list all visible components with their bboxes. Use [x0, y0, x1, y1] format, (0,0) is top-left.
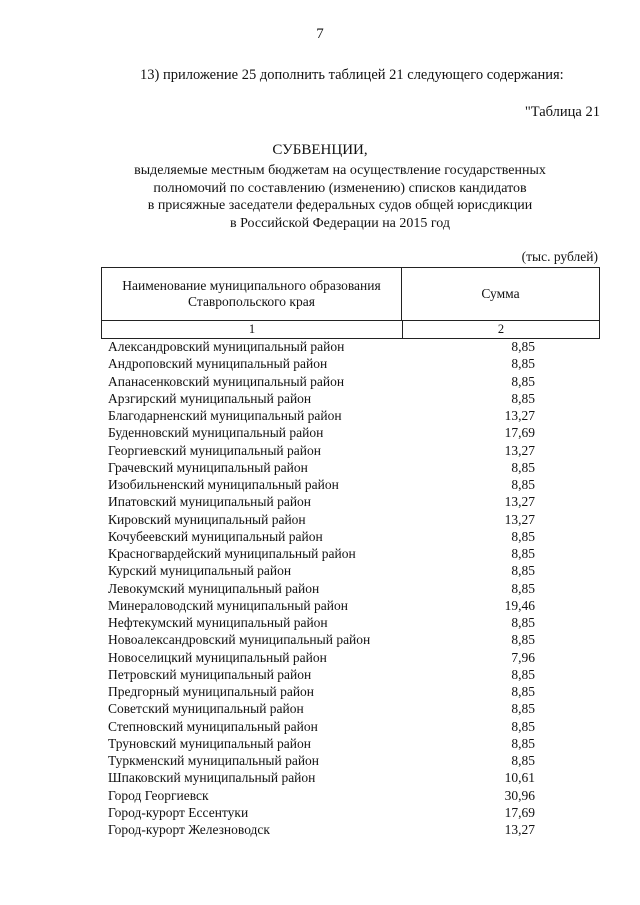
municipality-name: Предгорный муниципальный район: [108, 684, 315, 699]
municipality-name: Арзгирский муниципальный район: [108, 390, 312, 406]
municipality-name: Новоселицкий муниципальный район: [108, 649, 327, 665]
subvention-amount: 8,85: [511, 373, 535, 389]
table-row: [108, 373, 600, 390]
municipality-name: Александровский муниципальный район: [108, 339, 345, 354]
table-row: [108, 459, 600, 476]
table-row: [108, 735, 600, 752]
municipality-name: Кировский муниципальный район: [108, 511, 306, 527]
table-caption: "Таблица 21: [524, 104, 600, 120]
page-number: 7: [316, 26, 324, 42]
subvention-amount: 30,96: [504, 787, 535, 803]
subvention-amount: 13,27: [504, 442, 535, 458]
municipality-name: Ипатовский муниципальный район: [108, 494, 312, 510]
subvention-amount: 8,85: [511, 718, 535, 734]
municipality-name: Буденновский муниципальный район: [108, 425, 324, 441]
heading-title: СУБВЕНЦИИ,: [272, 142, 368, 158]
table-row: [108, 787, 600, 804]
municipality-name: Труновский муниципальный район: [108, 735, 311, 751]
subvention-amount: 8,85: [511, 684, 535, 699]
subvention-amount: 8,85: [511, 615, 535, 630]
column-number-1: 1: [102, 321, 403, 338]
heading-line: в Российской Федерации на 2015 год: [229, 215, 451, 231]
table-row: [108, 442, 600, 459]
municipality-name: Изобильненский муниципальный район: [108, 477, 339, 492]
table-row: [108, 562, 600, 579]
table-row: [108, 718, 600, 735]
subvention-amount: 8,85: [511, 390, 535, 406]
table-row: [108, 597, 600, 614]
subvention-amount: 13,27: [504, 494, 535, 510]
subvention-amount: 8,85: [511, 339, 535, 354]
municipality-name: Степновский муниципальный район: [108, 718, 318, 734]
table-row: [108, 683, 600, 700]
header-municipality: Наименование муниципального образования Ставропольского края: [102, 268, 402, 320]
table-row: [108, 752, 600, 769]
table-header: [101, 267, 600, 321]
table-row: [108, 614, 600, 631]
heading-line: полномочий по составлению (изменению) списков кандидатов: [153, 180, 527, 196]
subvention-amount: 10,61: [504, 770, 535, 786]
units-label: (тыс. рублей): [521, 249, 598, 264]
subvention-amount: 8,85: [511, 546, 535, 561]
table-row: [108, 476, 600, 493]
municipality-name: Нефтекумский муниципальный район: [108, 615, 328, 630]
table-row: [108, 528, 600, 545]
table-row: [108, 390, 600, 407]
municipality-name: Туркменский муниципальный район: [108, 753, 320, 768]
table-row: [108, 407, 600, 424]
table-row: [108, 338, 600, 355]
municipality-name: Георгиевский муниципальный район: [108, 442, 321, 458]
subvention-amount: 13,27: [504, 822, 535, 837]
subvention-amount: 13,27: [504, 511, 535, 527]
table-row: [108, 545, 600, 562]
subvention-amount: 8,85: [511, 459, 535, 475]
subvention-amount: 8,85: [511, 528, 535, 544]
heading-line: в присяжные заседатели федеральных судов общей юрисдикции: [147, 198, 533, 213]
subventions-table: [101, 267, 600, 339]
table-row: [108, 493, 600, 510]
municipality-name: Апанасенковский муниципальный район: [108, 373, 345, 389]
column-number-2: 2: [497, 322, 505, 336]
table-row: [108, 804, 600, 821]
table-body: [108, 338, 600, 838]
subvention-amount: 8,85: [511, 701, 535, 717]
table-row: [108, 355, 600, 372]
municipality-name: Минераловодский муниципальный район: [108, 597, 348, 613]
municipality-name: Левокумский муниципальный район: [108, 580, 320, 596]
municipality-name: Кочубеевский муниципальный район: [108, 528, 323, 544]
subvention-amount: 8,85: [511, 632, 535, 648]
subvention-amount: 17,69: [504, 804, 535, 820]
subvention-amount: 8,85: [511, 356, 535, 372]
header-sum: Сумма: [481, 286, 520, 301]
table-row: [108, 631, 600, 648]
heading-subtitle: [110, 162, 570, 232]
subvention-amount: 8,85: [511, 477, 535, 492]
table-row: [108, 821, 600, 838]
subvention-amount: 8,85: [511, 753, 535, 768]
subvention-amount: 17,69: [504, 425, 535, 441]
subvention-amount: 8,85: [511, 563, 535, 579]
table-row: [108, 424, 600, 441]
subvention-amount: 19,46: [504, 597, 535, 613]
subvention-amount: 7,96: [511, 649, 535, 665]
subvention-amount: 8,85: [511, 666, 535, 682]
subvention-amount: 8,85: [511, 580, 535, 596]
municipality-name: Благодарненский муниципальный район: [108, 408, 342, 423]
municipality-name: Андроповский муниципальный район: [108, 356, 328, 372]
table-row: [108, 700, 600, 717]
table-row: [108, 580, 600, 597]
municipality-name: Город Георгиевск: [108, 787, 209, 803]
amendment-text: 13) приложение 25 дополнить таблицей 21 следующего содержания:: [140, 67, 564, 83]
municipality-name: Шпаковский муниципальный район: [108, 770, 316, 786]
municipality-name: Город-курорт Ессентуки: [108, 804, 249, 820]
heading-line: выделяемые местным бюджетам на осуществление государственных: [134, 163, 546, 178]
table-row: [108, 769, 600, 786]
column-numbers: [101, 321, 600, 339]
subvention-amount: 8,85: [511, 735, 535, 751]
municipality-name: Советский муниципальный район: [108, 701, 304, 717]
table-row: [108, 511, 600, 528]
municipality-name: Новоалександровский муниципальный район: [108, 632, 371, 648]
municipality-name: Курский муниципальный район: [108, 563, 292, 579]
table-row: [108, 649, 600, 666]
municipality-name: Грачевский муниципальный район: [108, 459, 308, 475]
table-row: [108, 666, 600, 683]
municipality-name: Красногвардейский муниципальный район: [108, 546, 356, 561]
municipality-name: Город-курорт Железноводск: [108, 822, 270, 837]
municipality-name: Петровский муниципальный район: [108, 666, 312, 682]
subvention-amount: 13,27: [504, 408, 535, 423]
